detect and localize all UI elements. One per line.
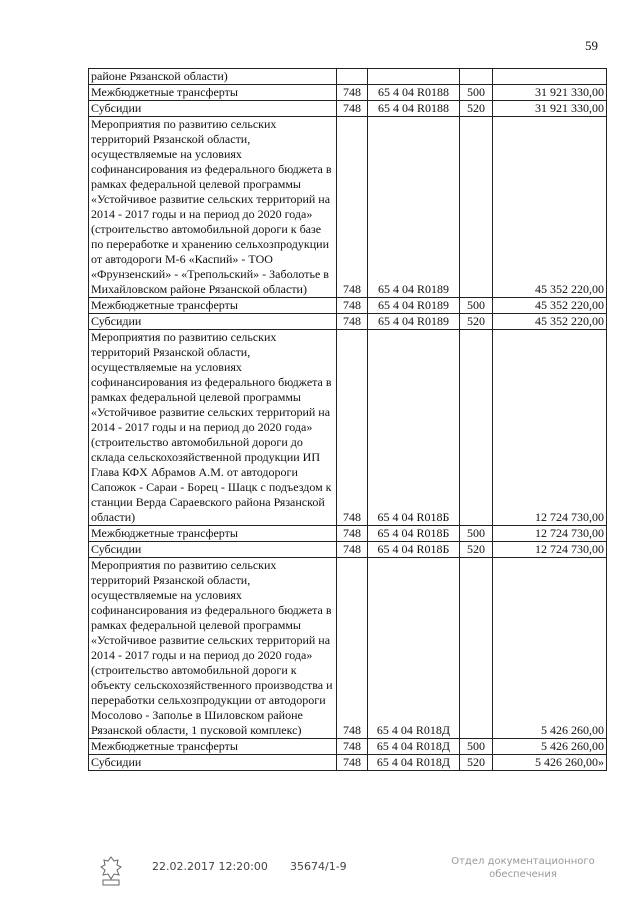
table-row <box>89 85 607 101</box>
table-row <box>89 101 607 117</box>
row-code: 65 4 04 R018Б <box>368 330 460 526</box>
table-row <box>89 739 607 755</box>
table-row <box>89 314 607 330</box>
row-name: Межбюджетные трансферты <box>89 526 337 542</box>
table-row <box>89 69 607 85</box>
row-name: Субсидии <box>89 542 337 558</box>
row-name: Субсидии <box>89 101 337 117</box>
row-amount: 12 724 730,00 <box>493 330 607 526</box>
row-amount: 45 352 220,00 <box>493 117 607 298</box>
row-code: 65 4 04 R0189 <box>368 298 460 314</box>
row-amount <box>493 69 607 85</box>
row-name: Мероприятия по развитию сельских территорий Рязанской области, осуществляемые на условиях софинансирования из федерального бюджета в рамках федеральной целевой программы «Устойчивое развитие сельских территорий на 2014 - 2017 годы и на период до 2020 года» (строительство автомобильной дороги к объекту сельскохозяйственного производства и переработки сельхозпродукции от автодороги Мосолово - Заполье в Шиловском районе Рязанской области, 1 пусковой комплекс) <box>89 558 337 739</box>
row-code: 65 4 04 R0188 <box>368 85 460 101</box>
row-code: 65 4 04 R018Д <box>368 739 460 755</box>
row-amount: 45 352 220,00 <box>493 314 607 330</box>
row-amount: 5 426 260,00» <box>493 755 607 771</box>
table-row <box>89 117 607 298</box>
row-amount: 45 352 220,00 <box>493 298 607 314</box>
row-type: 500 <box>460 526 493 542</box>
row-name: Межбюджетные трансферты <box>89 298 337 314</box>
row-amount: 5 426 260,00 <box>493 558 607 739</box>
row-code: 65 4 04 R0189 <box>368 314 460 330</box>
row-type <box>460 117 493 298</box>
table-row <box>89 558 607 739</box>
row-ministry: 748 <box>337 755 368 771</box>
row-type: 520 <box>460 542 493 558</box>
row-type: 520 <box>460 755 493 771</box>
row-name: районе Рязанской области) <box>89 69 337 85</box>
row-amount: 12 724 730,00 <box>493 542 607 558</box>
row-amount: 5 426 260,00 <box>493 739 607 755</box>
table-row <box>89 542 607 558</box>
row-amount: 31 921 330,00 <box>493 85 607 101</box>
row-ministry: 748 <box>337 526 368 542</box>
row-ministry: 748 <box>337 314 368 330</box>
row-ministry: 748 <box>337 739 368 755</box>
row-ministry <box>337 69 368 85</box>
row-name: Мероприятия по развитию сельских территорий Рязанской области, осуществляемые на условиях софинансирования из федерального бюджета в рамках федеральной целевой программы «Устойчивое развитие сельских территорий на 2014 - 2017 годы и на период до 2020 года» (строительство автомобильной дороги к базе по переработке и хранению сельхозпродукции от автодороги М-6 «Каспий» - ТОО «Фрунзенский» - «Трепольский» - Заболотье в Михайловском районе Рязанской области) <box>89 117 337 298</box>
row-name: Межбюджетные трансферты <box>89 85 337 101</box>
row-code: 65 4 04 R0189 <box>368 117 460 298</box>
table-row <box>89 526 607 542</box>
table-row <box>89 298 607 314</box>
row-type: 500 <box>460 298 493 314</box>
row-name: Межбюджетные трансферты <box>89 739 337 755</box>
row-code: 65 4 04 R018Б <box>368 526 460 542</box>
table-row <box>89 330 607 526</box>
budget-table <box>88 68 607 771</box>
row-type <box>460 69 493 85</box>
row-code <box>368 69 460 85</box>
row-name: Субсидии <box>89 314 337 330</box>
row-type: 500 <box>460 85 493 101</box>
row-type: 520 <box>460 314 493 330</box>
footer-doc-id: 35674/1-9 <box>290 860 347 873</box>
page-number: 59 <box>585 38 598 53</box>
row-ministry: 748 <box>337 85 368 101</box>
footer-datetime: 22.02.2017 12:20:00 <box>152 860 268 873</box>
row-code: 65 4 04 R018Д <box>368 755 460 771</box>
coat-of-arms-icon <box>98 855 124 887</box>
row-type: 520 <box>460 101 493 117</box>
row-name: Мероприятия по развитию сельских территорий Рязанской области, осуществляемые на условиях софинансирования из федерального бюджета в рамках федеральной целевой программы «Устойчивое развитие сельских территорий на 2014 - 2017 годы и на период до 2020 года» (строительство автомобильной дороги до склада сельскохозяйственной продукции ИП Глава КФХ Абрамов А.М. от автодороги Сапожок - Сараи - Борец - Шацк с подъездом к станции Верда Сараевского района Рязанской области) <box>89 330 337 526</box>
row-ministry: 748 <box>337 101 368 117</box>
row-type <box>460 558 493 739</box>
row-type <box>460 330 493 526</box>
row-ministry: 748 <box>337 117 368 298</box>
row-name: Субсидии <box>89 755 337 771</box>
table-row <box>89 755 607 771</box>
row-amount: 12 724 730,00 <box>493 526 607 542</box>
row-code: 65 4 04 R018Б <box>368 542 460 558</box>
row-ministry: 748 <box>337 542 368 558</box>
row-type: 500 <box>460 739 493 755</box>
row-ministry: 748 <box>337 298 368 314</box>
row-code: 65 4 04 R018Д <box>368 558 460 739</box>
row-ministry: 748 <box>337 330 368 526</box>
row-ministry: 748 <box>337 558 368 739</box>
footer-stamp: Отдел документационного обеспечения <box>451 856 595 880</box>
row-code: 65 4 04 R0188 <box>368 101 460 117</box>
row-amount: 31 921 330,00 <box>493 101 607 117</box>
